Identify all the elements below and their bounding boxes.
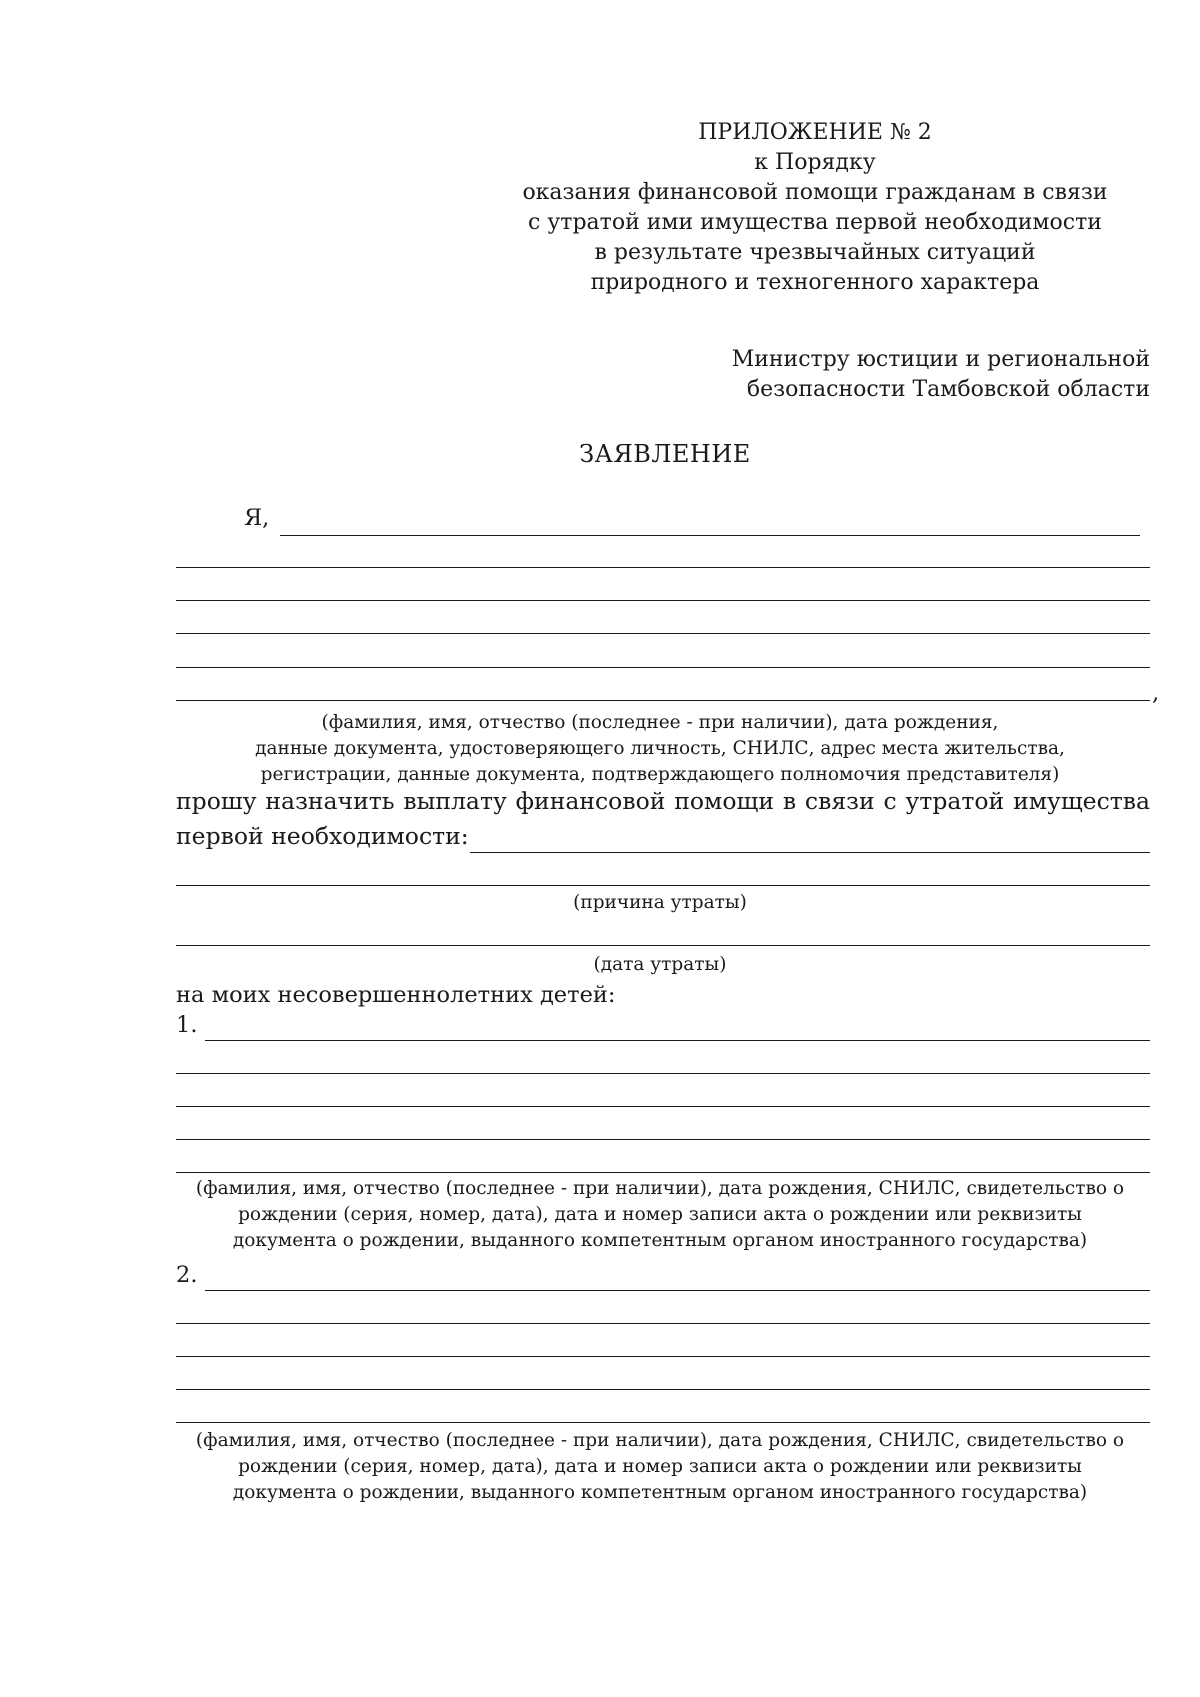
child-2-field-1[interactable] xyxy=(205,1290,1150,1291)
applicant-prefix: Я, xyxy=(244,505,270,531)
child-number: 1. xyxy=(176,1012,198,1038)
child-2-field-2[interactable] xyxy=(176,1323,1150,1324)
hint-line: документа о рождении, выданного компетентным органом иностранного государства) xyxy=(232,1230,1088,1251)
hint-line: рождении (серия, номер, дата), дата и номер записи акта о рождении или реквизиты xyxy=(238,1456,1082,1477)
page-title: ЗАЯВЛЕНИЕ xyxy=(579,440,751,468)
request-text-line: прошу назначить выплату финансовой помощи в связи с утратой имущества xyxy=(176,787,1150,815)
trailing-comma: , xyxy=(1152,680,1160,706)
child-1-field-2[interactable] xyxy=(176,1073,1150,1074)
child-1-field-3[interactable] xyxy=(176,1106,1150,1107)
child-2-field-5[interactable] xyxy=(176,1422,1150,1423)
addressee-line: безопасности Тамбовской области xyxy=(746,377,1150,402)
hint-line: (дата утраты) xyxy=(593,954,727,975)
child-2-field-3[interactable] xyxy=(176,1356,1150,1357)
child-number: 2. xyxy=(176,1262,198,1288)
annex-header xyxy=(500,118,1130,298)
applicant-details-field-1[interactable] xyxy=(176,567,1150,568)
applicant-details-field-5[interactable] xyxy=(176,700,1150,701)
child-2-hint xyxy=(160,1428,1160,1506)
annex-line: с утратой ими имущества первой необходимости xyxy=(528,210,1102,235)
request-text-line2: первой необходимости: xyxy=(176,822,469,850)
hint-line: регистрации, данные документа, подтверждающего полномочия представителя) xyxy=(260,764,1060,785)
child-1-field-1[interactable] xyxy=(205,1040,1150,1041)
loss-date-hint xyxy=(160,952,1160,978)
child-2-field-4[interactable] xyxy=(176,1389,1150,1390)
applicant-details-field-2[interactable] xyxy=(176,600,1150,601)
addressee-block xyxy=(600,345,1150,405)
hint-line: (причина утраты) xyxy=(573,892,747,913)
children-heading: на моих несовершеннолетних детей: xyxy=(176,982,616,1008)
annex-line: в результате чрезвычайных ситуаций xyxy=(594,240,1036,265)
hint-line: (фамилия, имя, отчество (последнее - при наличии), дата рождения, xyxy=(321,712,999,733)
addressee-line: Министру юстиции и региональной xyxy=(731,347,1150,372)
hint-line: документа о рождении, выданного компетентным органом иностранного государства) xyxy=(232,1482,1088,1503)
annex-line: оказания финансовой помощи гражданам в связи xyxy=(522,180,1108,205)
annex-line: природного и техногенного характера xyxy=(590,270,1040,295)
loss-date-field[interactable] xyxy=(176,945,1150,946)
child-1-hint xyxy=(160,1176,1160,1254)
hint-line: рождении (серия, номер, дата), дата и номер записи акта о рождении или реквизиты xyxy=(238,1204,1082,1225)
applicant-details-field-3[interactable] xyxy=(176,633,1150,634)
loss-reason-hint xyxy=(160,890,1160,916)
loss-reason-field-1[interactable] xyxy=(470,852,1150,853)
hint-line: данные документа, удостоверяющего личность, СНИЛС, адрес места жительства, xyxy=(255,738,1065,759)
applicant-hint xyxy=(160,710,1160,788)
child-1-field-5[interactable] xyxy=(176,1172,1150,1173)
annex-line: ПРИЛОЖЕНИЕ № 2 xyxy=(698,120,932,145)
annex-line: к Порядку xyxy=(754,150,876,175)
hint-line: (фамилия, имя, отчество (последнее - при наличии), дата рождения, СНИЛС, свидетельство о xyxy=(195,1178,1125,1199)
loss-reason-field-2[interactable] xyxy=(176,885,1150,886)
child-1-field-4[interactable] xyxy=(176,1139,1150,1140)
applicant-details-field-4[interactable] xyxy=(176,667,1150,668)
hint-line: (фамилия, имя, отчество (последнее - при наличии), дата рождения, СНИЛС, свидетельство о xyxy=(195,1430,1125,1451)
applicant-name-field[interactable] xyxy=(280,535,1140,536)
